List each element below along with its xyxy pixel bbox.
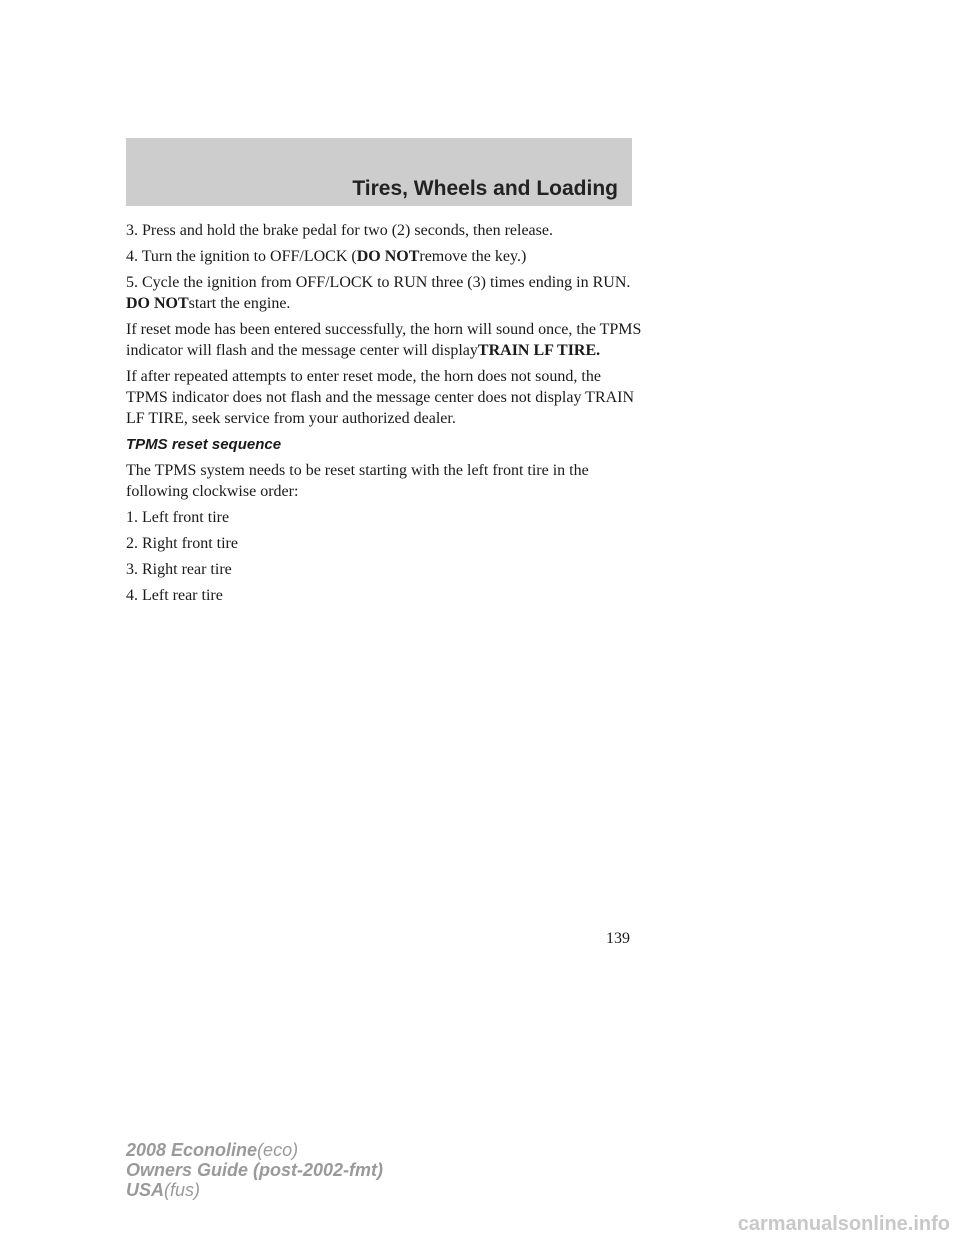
do-not-emphasis: DO NOT — [126, 295, 189, 312]
sequence-item: 3. Right rear tire — [126, 561, 232, 578]
footer-line-3: USA(fus) — [126, 1180, 201, 1200]
step-5: 5. Cycle the ignition from OFF/LOCK to RUN three (3) times ending in RUN. DO NOTstart the engine. — [126, 274, 631, 312]
document-footer — [126, 1140, 383, 1200]
body-text — [126, 220, 646, 611]
train-lf-tire-emphasis: TRAIN LF TIRE. — [477, 342, 601, 359]
page-number: 139 — [606, 930, 630, 947]
step-3: 3. Press and hold the brake pedal for two (2) seconds, then release. — [126, 222, 553, 239]
footer-line-1: 2008 Econoline(eco) — [126, 1140, 299, 1160]
tpms-reset-sequence-heading: TPMS reset sequence — [126, 436, 282, 453]
sequence-item: 1. Left front tire — [126, 509, 230, 526]
reset-fail-paragraph: If after repeated attempts to enter reset mode, the horn does not sound, the TPMS indicator does not flash and the message center does not display TRAIN LF TIRE, seek service from your authorized dealer. — [126, 368, 635, 427]
sequence-item: 2. Right front tire — [126, 535, 238, 552]
section-title: Tires, Wheels and Loading — [352, 177, 618, 200]
sequence-item: 4. Left rear tire — [126, 587, 223, 604]
footer-line-2: Owners Guide (post-2002-fmt) — [126, 1160, 384, 1180]
section-header-band — [126, 138, 632, 206]
reset-success-paragraph: If reset mode has been entered successfully, the horn will sound once, the TPMS indicator will flash and the message center will displayTRAIN LF TIRE. — [126, 321, 642, 359]
site-watermark: carmanualsonline.info — [737, 1213, 950, 1235]
step-4: 4. Turn the ignition to OFF/LOCK (DO NOTremove the key.) — [126, 248, 527, 265]
do-not-emphasis: DO NOT — [356, 248, 420, 265]
sequence-intro: The TPMS system needs to be reset starting with the left front tire in the following clockwise order: — [126, 462, 589, 500]
